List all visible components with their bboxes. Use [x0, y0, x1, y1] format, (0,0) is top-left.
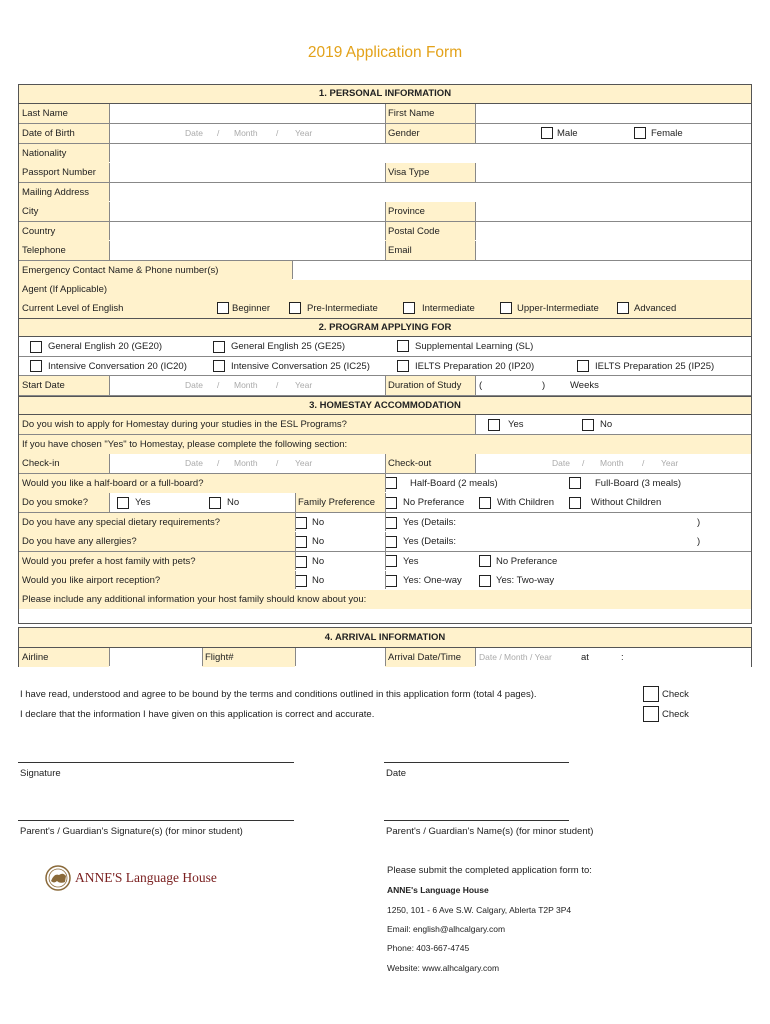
- beginner-label: Beginner: [232, 303, 271, 314]
- pets-no-field: [295, 552, 385, 571]
- slash: /: [276, 380, 279, 390]
- accuracy-statement: I declare that the information I have given on this application is correct and accurate.: [20, 709, 375, 720]
- footer-phone: Phone: 403-667-4745: [387, 943, 470, 953]
- start-date-field[interactable]: [109, 376, 385, 395]
- label-board: Would you like a half-board or a full-board?: [19, 474, 385, 493]
- row-telephone: [19, 241, 751, 261]
- last-name-field[interactable]: [109, 104, 385, 123]
- label-duration: Duration of Study: [385, 376, 475, 395]
- slash: /: [582, 458, 585, 468]
- airport-yes-field: [385, 571, 751, 590]
- label-mailing: Mailing Address: [19, 183, 109, 202]
- label-nationality: Nationality: [19, 144, 109, 163]
- homestay-apply-field: [475, 415, 751, 434]
- with-children-checkbox[interactable]: [479, 497, 491, 509]
- row-dob: [19, 124, 751, 144]
- section-title-program: 2. PROGRAM APPLYING FOR: [318, 322, 452, 333]
- city-field[interactable]: [109, 202, 385, 221]
- row-smoke: [19, 493, 751, 513]
- airport-no-label: No: [312, 575, 325, 586]
- ip20-checkbox[interactable]: [397, 360, 409, 372]
- section-header-personal: [19, 85, 751, 104]
- ge20-label: General English 20 (GE20): [48, 341, 163, 352]
- airport-oneway-checkbox[interactable]: [385, 575, 397, 587]
- section-header-homestay: [19, 396, 751, 415]
- row-homestay-apply: [19, 415, 751, 435]
- logo-text: ANNE'S Language House: [75, 870, 217, 885]
- homestay-yes-checkbox[interactable]: [488, 419, 500, 431]
- advanced-checkbox[interactable]: [617, 302, 629, 314]
- label-gender: Gender: [385, 124, 475, 143]
- female-checkbox[interactable]: [634, 127, 646, 139]
- label-airline: Airline: [19, 648, 109, 667]
- pre-intermediate-checkbox[interactable]: [289, 302, 301, 314]
- label-level: Current Level of English Beginner Pre-Intermediate Intermediate Upper-Intermediate Advanced: [19, 299, 751, 318]
- terms-statement: I have read, understood and agree to be bound by the terms and conditions outlined in this application form (total 4 pages).: [20, 689, 537, 700]
- row-pets: [19, 552, 751, 571]
- passport-field[interactable]: [109, 163, 385, 182]
- row-level: [19, 299, 751, 318]
- time-colon: :: [621, 652, 624, 663]
- airline-field[interactable]: [109, 648, 202, 667]
- slash: /: [217, 380, 220, 390]
- row-program-2: [19, 357, 751, 376]
- intermediate-label: Intermediate: [422, 303, 475, 314]
- female-label: Female: [651, 128, 683, 139]
- allergy-no-field: [295, 532, 385, 551]
- label-passport: Passport Number: [19, 163, 109, 182]
- parent-signature-label: Parent's / Guardian's Signature(s) (for minor student): [20, 826, 243, 837]
- gender-field: [475, 124, 751, 143]
- label-telephone: Telephone: [19, 241, 109, 260]
- row-additional: [19, 590, 751, 609]
- arrival-dt-field[interactable]: [475, 648, 751, 667]
- sl-checkbox[interactable]: [397, 340, 409, 352]
- additional-info-field[interactable]: [19, 609, 751, 623]
- section-header-arrival: [19, 628, 751, 648]
- row-start: [19, 376, 751, 396]
- row-mailing: [19, 183, 751, 202]
- parent-signature-line[interactable]: [18, 820, 294, 821]
- row-if-yes: [19, 435, 751, 454]
- province-field[interactable]: [475, 202, 751, 221]
- checkin-field[interactable]: [109, 454, 385, 473]
- label-if-yes: If you have chosen "Yes" to Homestay, please complete the following section:: [19, 435, 751, 454]
- ic20-checkbox[interactable]: [30, 360, 42, 372]
- label-start: Start Date: [19, 376, 109, 395]
- date-label: Date: [386, 768, 407, 779]
- label-city: City: [19, 202, 109, 221]
- diet-no-label: No: [312, 517, 325, 528]
- email-field[interactable]: [475, 241, 751, 260]
- mailing-field[interactable]: [109, 183, 751, 202]
- visa-field[interactable]: [475, 163, 751, 182]
- accuracy-checkbox[interactable]: [643, 706, 659, 722]
- parent-name-line[interactable]: [384, 820, 569, 821]
- checkout-field[interactable]: [475, 454, 751, 473]
- row-arrival: [19, 648, 751, 666]
- label-checkin: Check-in: [19, 454, 109, 473]
- application-form: [18, 84, 752, 624]
- row-nationality: [19, 144, 751, 163]
- country-field[interactable]: [109, 222, 385, 241]
- airport-twoway-label: Yes: Two-way: [496, 575, 555, 586]
- ge20-checkbox[interactable]: [30, 341, 42, 353]
- smoke-no-checkbox[interactable]: [209, 497, 221, 509]
- slash: /: [642, 458, 645, 468]
- checkin-year-placeholder: Year: [295, 458, 313, 468]
- without-children-label: Without Children: [591, 497, 662, 508]
- upper-intermediate-checkbox[interactable]: [500, 302, 512, 314]
- sl-label: Supplemental Learning (SL): [415, 341, 534, 352]
- dob-date-placeholder: Date: [185, 128, 203, 138]
- emergency-field[interactable]: [292, 261, 751, 280]
- airport-no-field: [295, 571, 385, 590]
- checkout-year-placeholder: Year: [661, 458, 679, 468]
- airport-oneway-label: Yes: One-way: [403, 575, 462, 586]
- ic25-label: Intensive Conversation 25 (IC25): [231, 361, 370, 372]
- paren-close: ): [697, 517, 701, 528]
- label-last-name: Last Name: [19, 104, 109, 123]
- checkin-month-placeholder: Month: [234, 458, 258, 468]
- label-dob: Date of Birth: [19, 124, 109, 143]
- ip25-checkbox[interactable]: [577, 360, 589, 372]
- slash: /: [276, 128, 279, 138]
- ip25-label: IELTS Preparation 25 (IP25): [595, 361, 715, 372]
- airport-no-checkbox[interactable]: [295, 575, 307, 587]
- postal-field[interactable]: [475, 222, 751, 241]
- diet-yes-field: [385, 513, 751, 532]
- checkout-month-placeholder: Month: [600, 458, 624, 468]
- full-board-checkbox[interactable]: [569, 477, 581, 489]
- start-month-placeholder: Month: [234, 380, 258, 390]
- beginner-checkbox[interactable]: [217, 302, 229, 314]
- smoke-field: [109, 493, 295, 512]
- pets-no-label: No: [312, 556, 325, 567]
- arrival-at-label: at: [581, 652, 589, 663]
- label-email: Email: [385, 241, 475, 260]
- arrival-date-placeholder: Date / Month / Year: [479, 652, 552, 662]
- no-pref-checkbox[interactable]: [385, 497, 397, 509]
- paren-open: (: [479, 380, 483, 391]
- with-children-label: With Children: [497, 497, 555, 508]
- row-board: [19, 474, 751, 493]
- smoke-yes-checkbox[interactable]: [117, 497, 129, 509]
- dob-year-placeholder: Year: [295, 128, 313, 138]
- row-allergy: [19, 532, 751, 552]
- pets-yes-checkbox[interactable]: [385, 555, 397, 567]
- row-country: [19, 222, 751, 241]
- row-city: [19, 202, 751, 222]
- label-flight: Flight#: [202, 648, 295, 667]
- footer-address: 1250, 101 - 6 Ave S.W. Calgary, Ablerta T2P 3P4: [387, 905, 572, 915]
- allergy-no-checkbox[interactable]: [295, 536, 307, 548]
- label-family-pref: Family Preference: [295, 493, 385, 512]
- full-board-label: Full-Board (3 meals): [595, 478, 682, 489]
- label-visa: Visa Type: [385, 163, 475, 182]
- weeks-label: Weeks: [570, 380, 599, 391]
- pets-yes-field: [385, 552, 751, 571]
- ip20-label: IELTS Preparation 20 (IP20): [415, 361, 535, 372]
- section-title-homestay: 3. HOMESTAY ACCOMMODATION: [309, 400, 461, 411]
- checkout-date-placeholder: Date: [552, 458, 570, 468]
- family-pref-field: [385, 493, 751, 512]
- terms-check-label: Check: [662, 689, 689, 700]
- smoke-no-label: No: [227, 497, 240, 508]
- duration-field[interactable]: [475, 376, 751, 395]
- label-emergency: Emergency Contact Name & Phone number(s): [19, 261, 292, 280]
- allergy-yes-field: [385, 532, 751, 551]
- label-checkout: Check-out: [385, 454, 475, 473]
- start-year-placeholder: Year: [295, 380, 313, 390]
- pets-no-checkbox[interactable]: [295, 556, 307, 568]
- label-allergy: Do you have any allergies?: [19, 532, 295, 551]
- slash: /: [217, 128, 220, 138]
- slash: /: [276, 458, 279, 468]
- slash: /: [217, 458, 220, 468]
- row-emergency: [19, 261, 751, 280]
- parent-name-label: Parent's / Guardian's Name(s) (for minor student): [386, 826, 594, 837]
- label-postal: Postal Code: [385, 222, 475, 241]
- accuracy-check-label: Check: [662, 709, 689, 720]
- label-arrival-dt: Arrival Date/Time: [385, 648, 475, 667]
- submit-instruction: Please submit the completed application form to:: [387, 865, 592, 876]
- logo-emblem-icon: [43, 864, 73, 892]
- ic20-label: Intensive Conversation 20 (IC20): [48, 361, 187, 372]
- row-passport: [19, 163, 751, 183]
- diet-yes-checkbox[interactable]: [385, 517, 397, 529]
- row-program-1: [19, 337, 751, 357]
- label-first-name: First Name: [385, 104, 475, 123]
- male-label: Male: [557, 128, 578, 139]
- form-title: 2019 Application Form: [307, 44, 463, 61]
- row-airport: [19, 571, 751, 590]
- ic25-checkbox[interactable]: [213, 360, 225, 372]
- label-diet: Do you have any special dietary requirements?: [19, 513, 295, 532]
- upper-intermediate-label: Upper-Intermediate: [517, 303, 599, 314]
- allergy-no-label: No: [312, 536, 325, 547]
- start-date-placeholder: Date: [185, 380, 203, 390]
- dob-field[interactable]: [109, 124, 385, 143]
- row-checkin: [19, 454, 751, 474]
- allergy-yes-label: Yes (Details:: [403, 536, 456, 547]
- half-board-checkbox[interactable]: [385, 477, 397, 489]
- footer-org: ANNE's Language House: [387, 885, 489, 895]
- telephone-field[interactable]: [109, 241, 385, 260]
- footer-website: Website: www.alhcalgary.com: [387, 963, 500, 973]
- half-board-label: Half-Board (2 meals): [410, 478, 498, 489]
- label-additional: Please include any additional information your host family should know about you:: [19, 590, 751, 609]
- terms-checkbox[interactable]: [643, 686, 659, 702]
- without-children-checkbox[interactable]: [569, 497, 581, 509]
- signature-label: Signature: [20, 768, 61, 779]
- smoke-yes-label: Yes: [135, 497, 151, 508]
- label-airport: Would you like airport reception?: [19, 571, 295, 590]
- flight-field[interactable]: [295, 648, 385, 667]
- row-diet: [19, 513, 751, 532]
- homestay-no-label: No: [600, 419, 613, 430]
- diet-no-field: [295, 513, 385, 532]
- pre-intermediate-label: Pre-Intermediate: [307, 303, 378, 314]
- arrival-section: [18, 627, 752, 667]
- label-province: Province: [385, 202, 475, 221]
- board-field: [385, 474, 751, 493]
- logo: [43, 864, 233, 892]
- label-agent: Agent (If Applicable): [19, 280, 751, 299]
- paren-close: ): [542, 380, 546, 391]
- ge25-checkbox[interactable]: [213, 341, 225, 353]
- first-name-field[interactable]: [475, 104, 751, 123]
- no-pref-label: No Preferance: [403, 497, 465, 508]
- diet-yes-label: Yes (Details:: [403, 517, 456, 528]
- date-line[interactable]: [384, 762, 569, 763]
- label-smoke: Do you smoke?: [19, 493, 109, 512]
- homestay-yes-label: Yes: [508, 419, 524, 430]
- nationality-field[interactable]: [109, 144, 751, 163]
- row-name: [19, 104, 751, 124]
- pets-yes-label: Yes: [403, 556, 419, 567]
- diet-no-checkbox[interactable]: [295, 517, 307, 529]
- section-title-personal: 1. PERSONAL INFORMATION: [318, 88, 452, 99]
- dob-month-placeholder: Month: [234, 128, 258, 138]
- advanced-label: Advanced: [634, 303, 677, 314]
- airport-twoway-checkbox[interactable]: [479, 575, 491, 587]
- homestay-no-checkbox[interactable]: [582, 419, 594, 431]
- ge25-label: General English 25 (GE25): [231, 341, 346, 352]
- label-country: Country: [19, 222, 109, 241]
- intermediate-checkbox[interactable]: [403, 302, 415, 314]
- allergy-yes-checkbox[interactable]: [385, 536, 397, 548]
- male-checkbox[interactable]: [541, 127, 553, 139]
- label-homestay-apply: Do you wish to apply for Homestay during your studies in the ESL Programs?: [19, 415, 475, 434]
- pets-no-pref-label: No Preferance: [496, 556, 558, 567]
- pets-no-pref-checkbox[interactable]: [479, 555, 491, 567]
- section-title-arrival: 4. ARRIVAL INFORMATION: [324, 632, 446, 643]
- section-header-program: [19, 318, 751, 337]
- row-agent: [19, 280, 751, 299]
- paren-close: ): [697, 536, 701, 547]
- footer-email: Email: english@alhcalgary.com: [387, 924, 506, 934]
- label-pets: Would you prefer a host family with pets?: [19, 552, 295, 571]
- signature-line[interactable]: [18, 762, 294, 763]
- checkin-date-placeholder: Date: [185, 458, 203, 468]
